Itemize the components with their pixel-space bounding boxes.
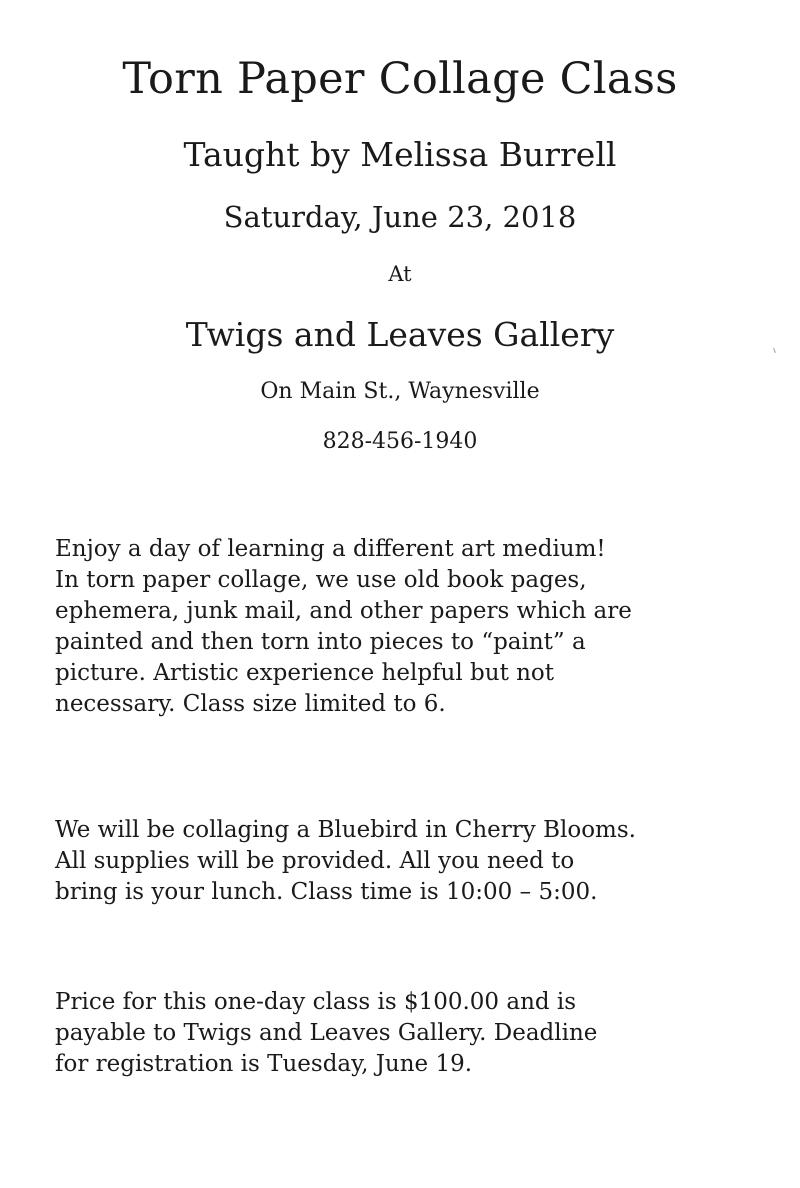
paragraph-line: picture. Artistic experience helpful but not — [55, 660, 555, 686]
description-paragraph — [55, 534, 775, 720]
gallery-name: Twigs and Leaves Gallery — [185, 315, 615, 354]
paragraph-line: In torn paper collage, we use old book pages, — [55, 567, 587, 593]
gallery-phone: 828-456-1940 — [322, 429, 478, 454]
paragraph-line: We will be collaging a Bluebird in Cherry Blooms. — [55, 817, 636, 843]
paragraph-line: payable to Twigs and Leaves Gallery. Deadline — [55, 1020, 598, 1046]
paragraph-line: Enjoy a day of learning a different art medium! — [55, 536, 606, 562]
gallery-address: On Main St., Waynesville — [260, 379, 540, 404]
paragraph-line: for registration is Tuesday, June 19. — [55, 1051, 473, 1077]
paragraph-line: Price for this one-day class is $100.00 and is — [55, 989, 577, 1015]
paragraph-line: ephemera, junk mail, and other papers which are — [55, 598, 632, 624]
at-label: At — [388, 262, 412, 286]
class-title: Torn Paper Collage Class — [122, 54, 678, 104]
paragraph-line: necessary. Class size limited to 6. — [55, 691, 446, 717]
teacher-line: Taught by Melissa Burrell — [183, 135, 617, 174]
paragraph-line: bring is your lunch. Class time is 10:00 – 5:00. — [55, 879, 598, 905]
class-date: Saturday, June 23, 2018 — [223, 200, 577, 234]
project-paragraph — [55, 815, 775, 908]
paragraph-line: All supplies will be provided. All you need to — [55, 848, 575, 874]
price-paragraph — [55, 987, 775, 1080]
paragraph-line: painted and then torn into pieces to “paint” a — [55, 629, 586, 655]
